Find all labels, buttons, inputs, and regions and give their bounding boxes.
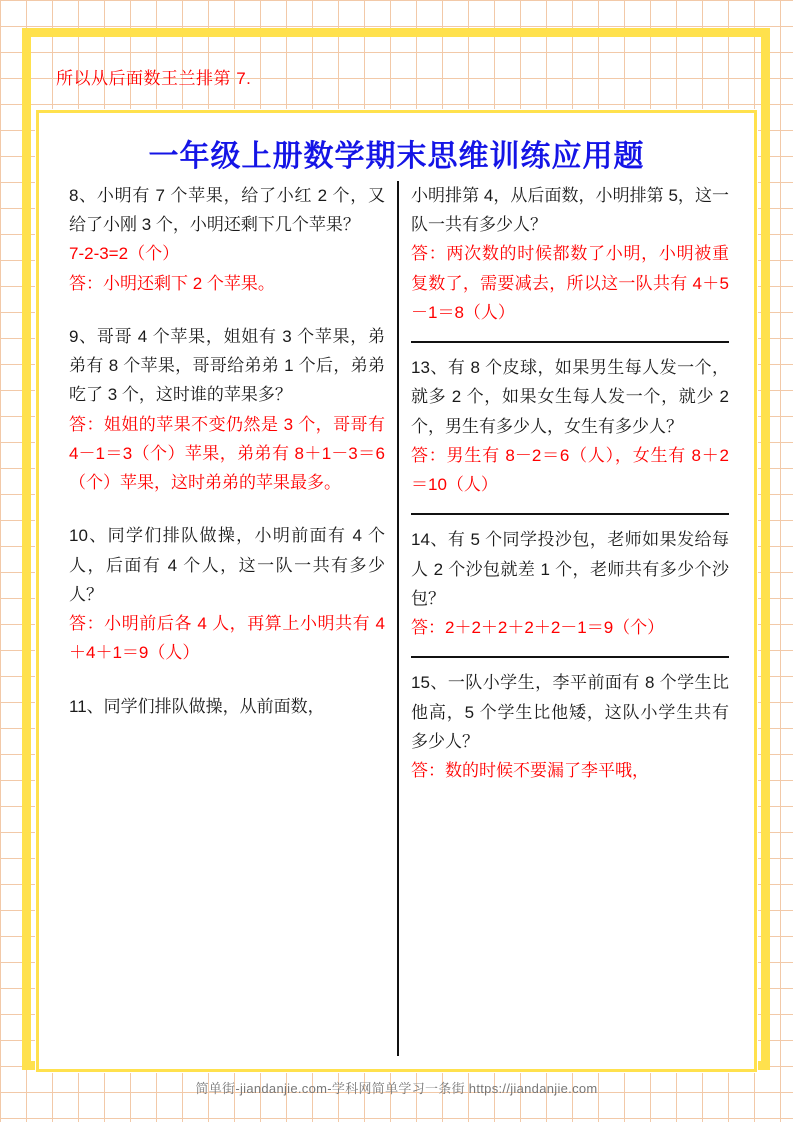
question-text: 14、有 5 个同学投沙包，老师如果发给每人 2 个沙包就差 1 个，老师共有多少个沙包？ bbox=[411, 530, 729, 608]
question-block bbox=[411, 525, 729, 642]
page-title: 一年级上册数学期末思维训练应用题 bbox=[148, 139, 645, 174]
block-divider bbox=[411, 513, 729, 515]
question-block bbox=[411, 181, 729, 327]
answer-text: 答：小明前后各 4 人，再算上小明共有 4＋4＋1＝9（人） bbox=[69, 614, 385, 663]
answer-text: 答：2＋2＋2＋2＋2－1＝9（个） bbox=[411, 618, 665, 638]
answer-text: 答：两次数的时候都数了小明，小明被重复数了，需要减去，所以这一队共有 4＋5－1＝8（人） bbox=[411, 244, 729, 322]
question-text: 小明排第 4，从后面数，小明排第 5，这一队一共有多少人？ bbox=[411, 186, 729, 235]
right-column bbox=[399, 181, 741, 1056]
answer-text: 答：姐姐的苹果不变仍然是 3 个，哥哥有 4－1＝3（个）苹果，弟弟有 8＋1－3＝6（个）苹果，这时弟弟的苹果最多。 bbox=[69, 414, 385, 493]
question-block bbox=[411, 353, 729, 499]
question-text: 8、小明有 7 个苹果，给了小红 2 个，又给了小刚 3 个，小明还剩下几个苹果？ bbox=[69, 186, 385, 235]
answer-text: 答：数的时候不要漏了李平哦， bbox=[411, 760, 649, 780]
left-column bbox=[57, 181, 399, 1056]
question-block bbox=[69, 692, 385, 721]
header-note: 所以从后面数王兰排第 7. bbox=[56, 69, 252, 88]
answer-text: 答：小明还剩下 2 个苹果。 bbox=[69, 273, 275, 293]
spacer bbox=[69, 312, 385, 322]
footer-watermark: 简单街-jiandanjie.com-学科网简单学习一条街 https://jiandanjie.com bbox=[195, 1081, 598, 1096]
question-text: 13、有 8 个皮球，如果男生每人发一个，就多 2 个，如果女生每人发一个，就少 2 个，男生有多少人，女生有多少人？ bbox=[411, 358, 729, 436]
block-divider bbox=[411, 341, 729, 343]
question-text: 10、同学们排队做操，小明前面有 4 个人，后面有 4 个人，这一队一共有多少人？ bbox=[69, 526, 385, 604]
answer-text: 答：男生有 8－2＝6（人），女生有 8＋2＝10（人） bbox=[411, 445, 729, 495]
columns-container bbox=[57, 181, 742, 1056]
question-block bbox=[69, 322, 385, 497]
question-text: 15、一队小学生，李平前面有 8 个学生比他高，5 个学生比他矮，这队小学生共有多少人？ bbox=[411, 673, 729, 751]
answer-text: 7-2-3=2（个） bbox=[69, 244, 180, 264]
spacer bbox=[69, 511, 385, 521]
block-divider bbox=[411, 656, 729, 658]
question-block bbox=[411, 668, 729, 785]
question-block bbox=[69, 181, 385, 298]
question-block bbox=[69, 521, 385, 667]
question-text: 11、同学们排队做操，从前面数， bbox=[69, 696, 325, 716]
question-text: 9、哥哥 4 个苹果，姐姐有 3 个苹果，弟弟有 8 个苹果，哥哥给弟弟 1 个后，弟弟吃了 3 个，这时谁的苹果多？ bbox=[69, 326, 385, 405]
spacer bbox=[69, 682, 385, 692]
worksheet-card bbox=[36, 110, 757, 1072]
